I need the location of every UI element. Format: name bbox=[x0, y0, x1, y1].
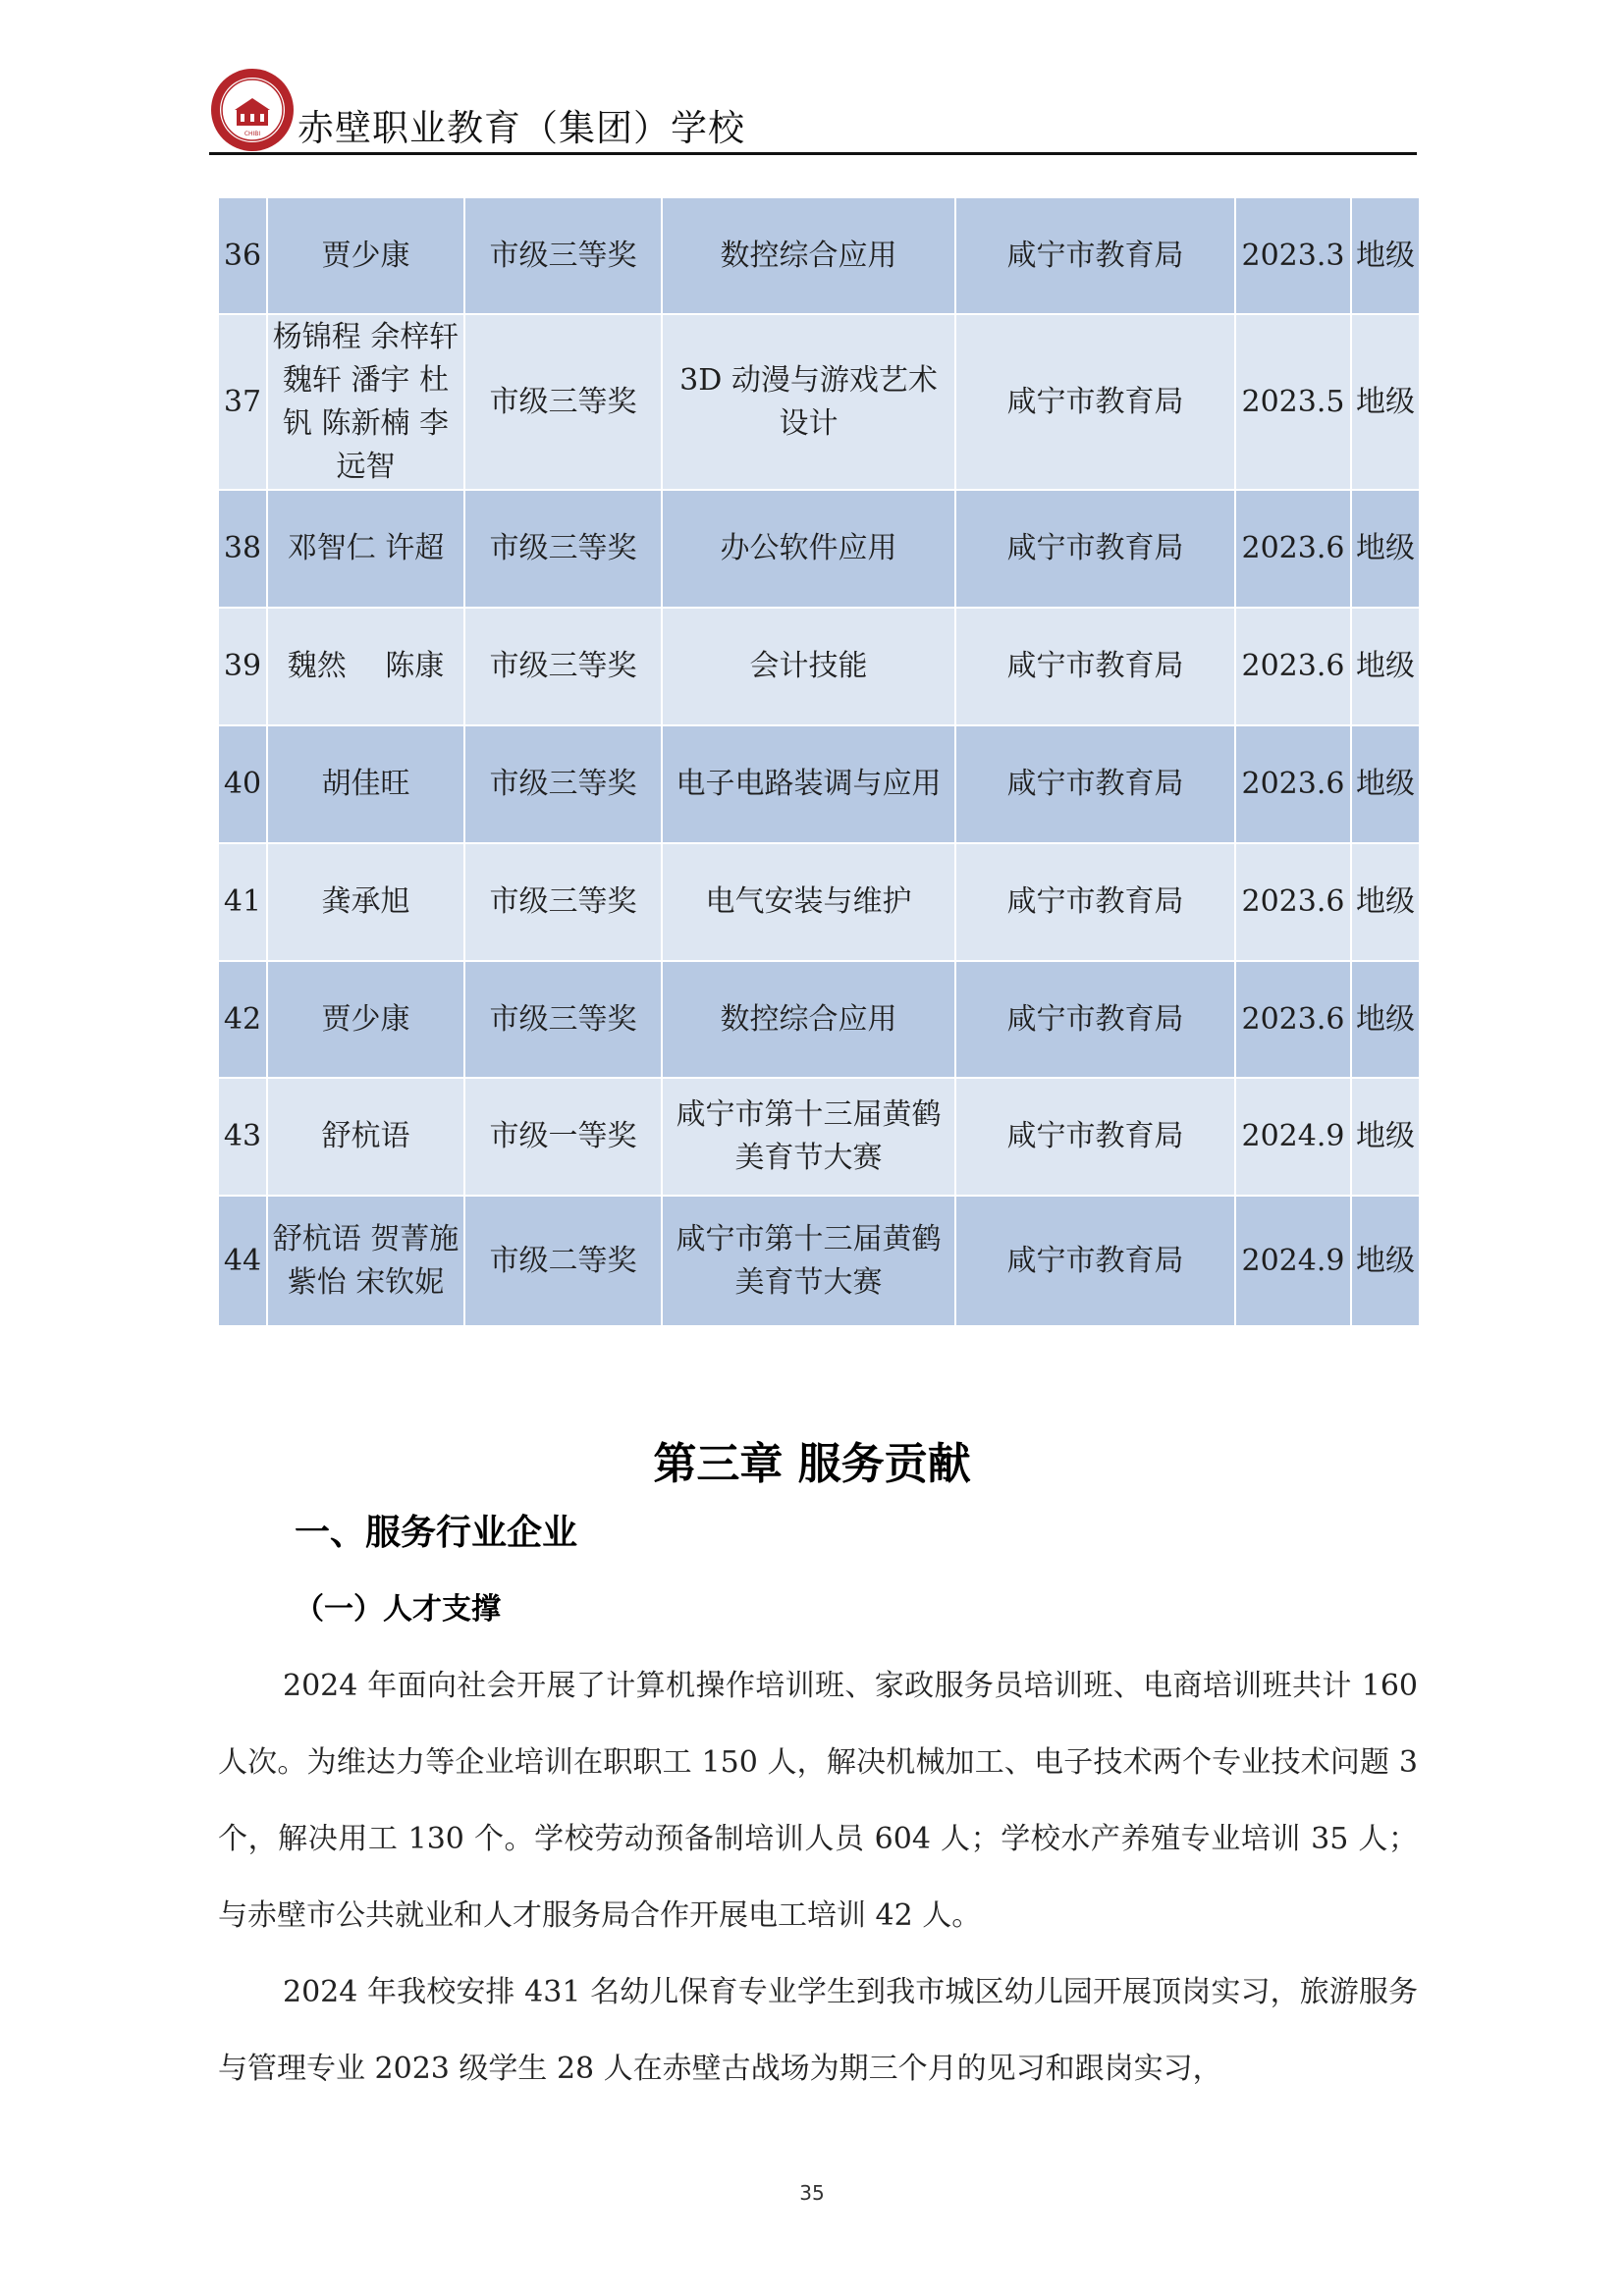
svg-text:CHIBI: CHIBI bbox=[244, 131, 261, 137]
student-names: 胡佳旺 bbox=[267, 725, 464, 843]
row-number: 43 bbox=[218, 1078, 267, 1196]
student-names: 舒杭语 贺菁施紫怡 宋钦妮 bbox=[267, 1196, 464, 1326]
chapter-title: 第三章 服务贡献 bbox=[653, 1439, 971, 1489]
award-date: 2024.9 bbox=[1235, 1196, 1351, 1326]
competition-event: 数控综合应用 bbox=[662, 197, 955, 314]
table-row bbox=[218, 1196, 1420, 1326]
row-number: 39 bbox=[218, 608, 267, 725]
award-category: 地级 bbox=[1351, 725, 1420, 843]
award-date: 2023.6 bbox=[1235, 961, 1351, 1078]
row-number: 42 bbox=[218, 961, 267, 1078]
award-date: 2024.9 bbox=[1235, 1078, 1351, 1196]
table-row bbox=[218, 843, 1420, 961]
award-category: 地级 bbox=[1351, 608, 1420, 725]
award-date: 2023.6 bbox=[1235, 608, 1351, 725]
issuing-organization: 咸宁市教育局 bbox=[955, 961, 1235, 1078]
competition-event: 3D 动漫与游戏艺术设计 bbox=[662, 314, 955, 490]
student-names: 魏然 陈康 bbox=[267, 608, 464, 725]
award-category: 地级 bbox=[1351, 843, 1420, 961]
award-date: 2023.5 bbox=[1235, 314, 1351, 490]
table-row bbox=[218, 314, 1420, 490]
award-category: 地级 bbox=[1351, 197, 1420, 314]
student-names: 龚承旭 bbox=[267, 843, 464, 961]
student-names: 贾少康 bbox=[267, 197, 464, 314]
issuing-organization: 咸宁市教育局 bbox=[955, 314, 1235, 490]
issuing-organization: 咸宁市教育局 bbox=[955, 1078, 1235, 1196]
award-category: 地级 bbox=[1351, 1078, 1420, 1196]
awards-table bbox=[217, 196, 1421, 1327]
issuing-organization: 咸宁市教育局 bbox=[955, 725, 1235, 843]
award-level: 市级二等奖 bbox=[464, 1196, 662, 1326]
table-row bbox=[218, 725, 1420, 843]
issuing-organization: 咸宁市教育局 bbox=[955, 1196, 1235, 1326]
award-category: 地级 bbox=[1351, 1196, 1420, 1326]
competition-event: 咸宁市第十三届黄鹤美育节大赛 bbox=[662, 1196, 955, 1326]
issuing-organization: 咸宁市教育局 bbox=[955, 843, 1235, 961]
section-heading: 一、服务行业企业 bbox=[295, 1513, 578, 1553]
table-row bbox=[218, 1078, 1420, 1196]
student-names: 杨锦程 余梓轩 魏轩 潘宇 杜钒 陈新楠 李远智 bbox=[267, 314, 464, 490]
table-row bbox=[218, 197, 1420, 314]
row-number: 40 bbox=[218, 725, 267, 843]
award-date: 2023.6 bbox=[1235, 843, 1351, 961]
award-level: 市级三等奖 bbox=[464, 314, 662, 490]
award-date: 2023.3 bbox=[1235, 197, 1351, 314]
subsection-heading: （一）人才支撑 bbox=[295, 1592, 501, 1627]
award-level: 市级三等奖 bbox=[464, 197, 662, 314]
competition-event: 会计技能 bbox=[662, 608, 955, 725]
student-names: 邓智仁 许超 bbox=[267, 490, 464, 608]
award-category: 地级 bbox=[1351, 961, 1420, 1078]
award-level: 市级三等奖 bbox=[464, 843, 662, 961]
award-level: 市级一等奖 bbox=[464, 1078, 662, 1196]
issuing-organization: 咸宁市教育局 bbox=[955, 197, 1235, 314]
table-row bbox=[218, 961, 1420, 1078]
school-logo-icon bbox=[209, 67, 296, 153]
issuing-organization: 咸宁市教育局 bbox=[955, 608, 1235, 725]
award-date: 2023.6 bbox=[1235, 725, 1351, 843]
issuing-organization: 咸宁市教育局 bbox=[955, 490, 1235, 608]
award-level: 市级三等奖 bbox=[464, 490, 662, 608]
award-date: 2023.6 bbox=[1235, 490, 1351, 608]
header-divider bbox=[209, 152, 1417, 155]
table-row bbox=[218, 608, 1420, 725]
award-category: 地级 bbox=[1351, 490, 1420, 608]
body-paragraph: 2024 年我校安排 431 名幼儿保育专业学生到我市城区幼儿园开展顶岗实习，旅游服务与管理专业 2023 级学生 28 人在赤壁古战场为期三个月的见习和跟岗实习， bbox=[218, 1975, 1418, 2086]
row-number: 37 bbox=[218, 314, 267, 490]
award-level: 市级三等奖 bbox=[464, 608, 662, 725]
student-names: 贾少康 bbox=[267, 961, 464, 1078]
body-paragraph: 2024 年面向社会开展了计算机操作培训班、家政服务员培训班、电商培训班共计 160 人次。为维达力等企业培训在职职工 150 人，解决机械加工、电子技术两个专业技术问题 3 个，解决用工 130 个。学校劳动预备制培训人员 604 人；学校水产养殖专业培训 35 人；与赤壁市公共就业和人才服务局合作开展电工培训 42 人。 bbox=[218, 1669, 1418, 1933]
award-level: 市级三等奖 bbox=[464, 725, 662, 843]
row-number: 41 bbox=[218, 843, 267, 961]
competition-event: 数控综合应用 bbox=[662, 961, 955, 1078]
page-number: 35 bbox=[799, 2181, 825, 2205]
table-row bbox=[218, 490, 1420, 608]
competition-event: 咸宁市第十三届黄鹤美育节大赛 bbox=[662, 1078, 955, 1196]
page-header bbox=[209, 59, 1417, 155]
row-number: 44 bbox=[218, 1196, 267, 1326]
award-level: 市级三等奖 bbox=[464, 961, 662, 1078]
competition-event: 电气安装与维护 bbox=[662, 843, 955, 961]
competition-event: 电子电路装调与应用 bbox=[662, 725, 955, 843]
row-number: 36 bbox=[218, 197, 267, 314]
competition-event: 办公软件应用 bbox=[662, 490, 955, 608]
school-name: 赤壁职业教育（集团）学校 bbox=[298, 107, 745, 149]
row-number: 38 bbox=[218, 490, 267, 608]
student-names: 舒杭语 bbox=[267, 1078, 464, 1196]
award-category: 地级 bbox=[1351, 314, 1420, 490]
